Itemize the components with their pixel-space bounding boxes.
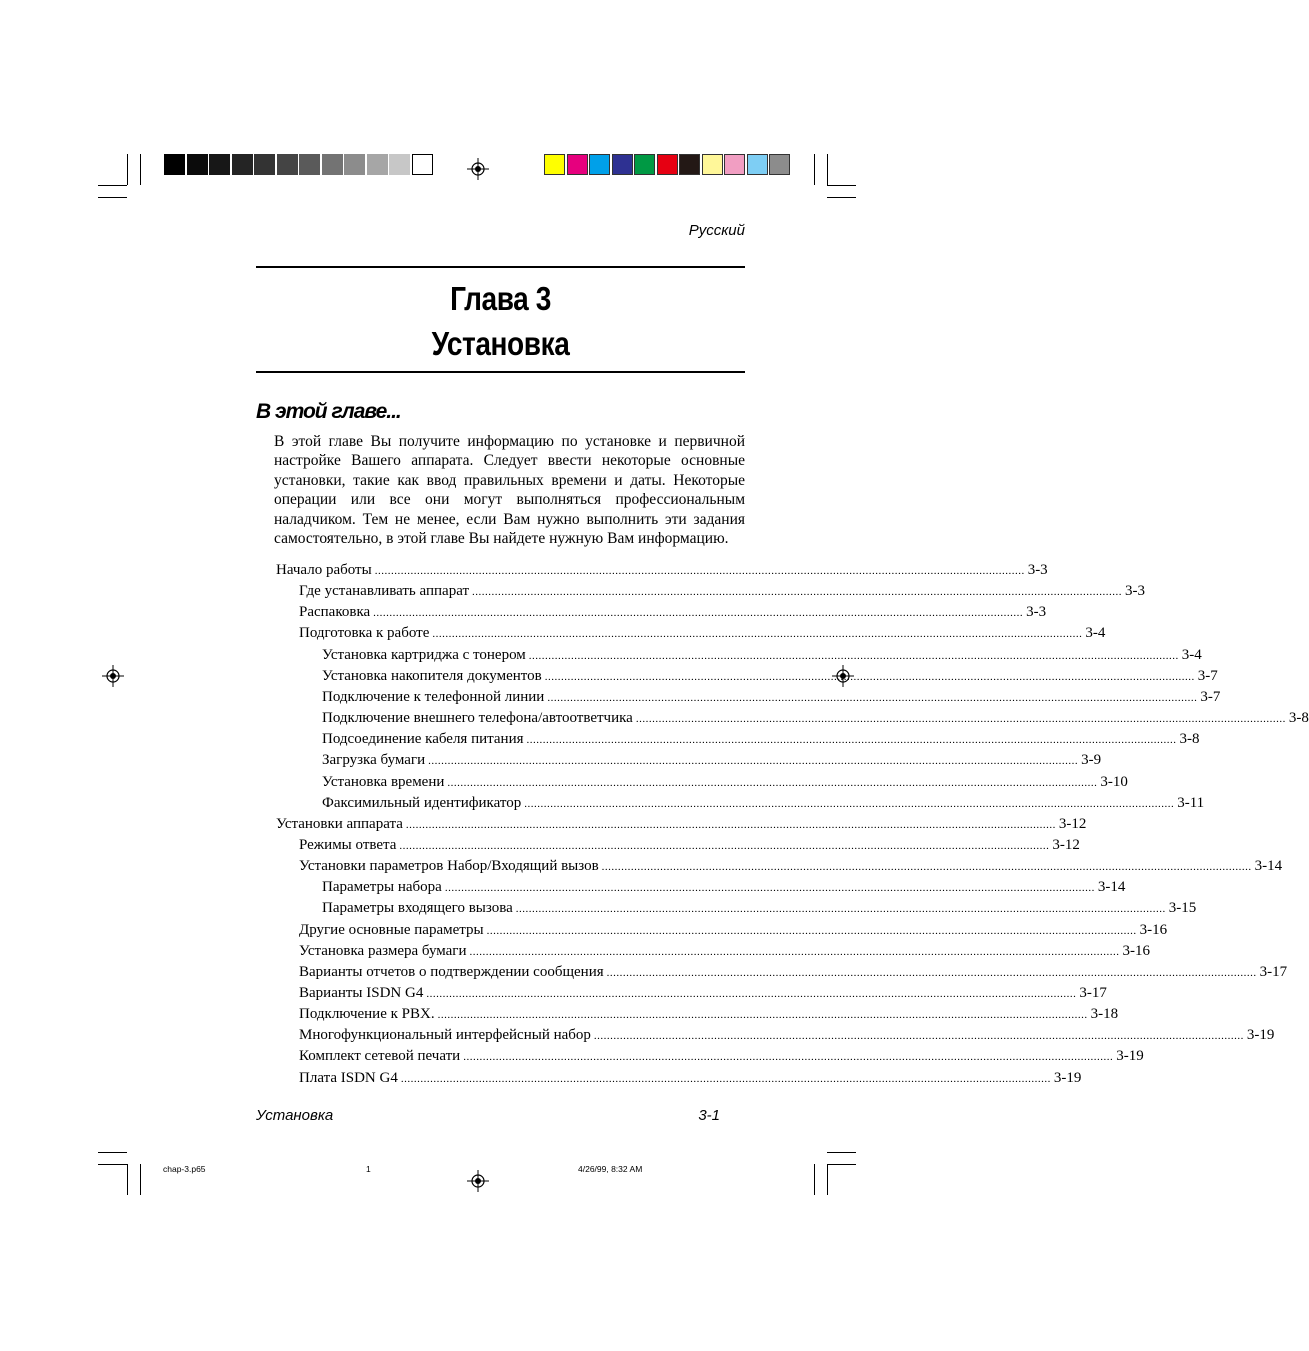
chapter-title: Установка <box>431 325 570 362</box>
toc-entry <box>299 625 1106 646</box>
toc-entry <box>322 667 1218 689</box>
toc-leader-dots: ........................................................................................................................................................................................................ <box>601 861 1252 874</box>
toc-entry <box>299 583 1146 604</box>
toc-entry-title: Подключение к телефонной линии <box>322 689 547 706</box>
toc-entry <box>322 731 1200 752</box>
intro-paragraph: В этой главе Вы получите информацию по установке и первичной настройке Вашего аппарата. Следует ввести некоторые основные установки, такие как ввод правильных времени и даты. Некоторые операции или все они могут выполняться профессиональным наладчиком. Тем не менее, если Вам нужно выполнить эти задания самостоятельно, в этой главе Вы найдете нужную Вам информацию. <box>274 433 745 548</box>
toc-entry-page: 3-9 <box>1081 752 1102 769</box>
color-swatch <box>544 154 565 175</box>
color-swatch <box>209 154 230 175</box>
toc-leader-dots: ........................................................................................................................................................................................................ <box>469 945 1120 958</box>
color-swatch <box>589 154 610 175</box>
toc-entry-page: 3-12 <box>1058 815 1087 832</box>
toc-entry <box>299 858 1283 879</box>
toc-entry-page: 3-16 <box>1122 942 1150 959</box>
color-swatch <box>657 154 678 175</box>
grayscale-color-bar <box>164 154 434 175</box>
slug-timestamp: 4/26/99, 8:32 AM <box>578 1164 643 1174</box>
toc-entry-page: 3-14 <box>1254 858 1283 875</box>
toc-leader-dots: ........................................................................................................................................................................................................ <box>526 734 1177 747</box>
toc-entry-title: Установка размера бумаги <box>299 943 469 960</box>
toc-entry-title: Плата ISDN G4 <box>299 1070 401 1087</box>
color-swatch <box>747 154 768 175</box>
crop-mark <box>98 197 127 198</box>
toc-leader-dots: ........................................................................................................................................................................................................ <box>524 797 1175 810</box>
toc-entry <box>299 985 1107 1006</box>
toc-leader-dots: ........................................................................................................................................................................................................ <box>472 586 1123 599</box>
toc-entry-page: 3-4 <box>1181 646 1202 663</box>
toc-entry-page: 3-7 <box>1200 688 1221 705</box>
color-swatch <box>567 154 588 175</box>
toc-leader-dots: ........................................................................................................................................................................................................ <box>635 713 1286 726</box>
toc-entry-title: Загрузка бумаги <box>322 752 428 769</box>
toc-entry-title: Подключение внешнего телефона/автоответчика <box>322 710 636 727</box>
toc-entry <box>322 900 1197 921</box>
crop-mark <box>827 197 856 198</box>
color-swatch <box>322 154 343 175</box>
toc-entry-page: 3-19 <box>1246 1027 1275 1044</box>
toc-entry-page: 3-19 <box>1053 1069 1082 1086</box>
toc-entry <box>299 604 1047 625</box>
toc-entry-page: 3-17 <box>1259 963 1288 980</box>
toc-entry-title: Параметры входящего вызова <box>322 900 516 917</box>
color-swatch <box>367 154 388 175</box>
toc-entry-page: 3-3 <box>1027 562 1048 578</box>
toc-entry <box>276 815 1087 837</box>
toc-leader-dots: ........................................................................................................................................................................................................ <box>463 1051 1114 1064</box>
crop-mark <box>140 1164 141 1195</box>
toc-entry-title: Многофункциональный интерфейсный набор <box>299 1027 594 1044</box>
toc-entry-title: Подключение к PBX. <box>299 1006 438 1023</box>
toc-entry-title: Подготовка к работе <box>299 625 432 642</box>
toc-entry <box>299 836 1080 858</box>
color-swatch <box>389 154 410 175</box>
slug-sheet-number: 1 <box>366 1164 371 1174</box>
color-swatch <box>412 154 433 175</box>
running-header-language: Русский <box>688 222 745 239</box>
crop-mark <box>827 1164 856 1165</box>
toc-entry-page: 3-14 <box>1097 879 1126 896</box>
toc-entry-page: 3-10 <box>1100 773 1128 790</box>
crop-mark <box>127 1164 128 1195</box>
toc-entry-page: 3-15 <box>1168 900 1197 917</box>
toc-entry-title: Параметры набора <box>322 879 445 896</box>
toc-entry-page: 3-17 <box>1079 985 1107 1001</box>
toc-entry <box>299 1027 1275 1048</box>
color-swatch <box>679 154 700 175</box>
toc-entry-title: Начало работы <box>276 562 375 579</box>
toc-leader-dots: ........................................................................................................................................................................................................ <box>486 924 1137 937</box>
toc-entry <box>322 773 1128 795</box>
toc-entry <box>299 963 1288 985</box>
toc-entry-title: Установки аппарата <box>276 816 406 833</box>
toc-entry-page: 3-11 <box>1177 794 1205 811</box>
toc-leader-dots: ........................................................................................................................................................................................................ <box>547 691 1198 704</box>
slug-file-name: chap-3.p65 <box>163 1164 206 1174</box>
color-swatch <box>634 154 655 175</box>
crop-mark <box>98 185 127 186</box>
toc-entry-title: Варианты отчетов о подтверждении сообщения <box>299 964 607 981</box>
color-swatch <box>232 154 253 175</box>
crop-mark <box>827 1152 856 1153</box>
toc-leader-dots: ........................................................................................................................................................................................................ <box>447 776 1098 789</box>
toc-entry <box>299 921 1168 943</box>
toc-entry <box>299 1048 1144 1069</box>
crop-mark <box>814 1164 815 1195</box>
color-swatch <box>769 154 790 175</box>
crop-mark <box>98 1152 127 1153</box>
crop-mark <box>827 1164 828 1195</box>
toc-entry-title: Подсоединение кабеля питания <box>322 731 527 748</box>
toc-leader-dots: ........................................................................................................................................................................................................ <box>400 1072 1051 1085</box>
toc-entry-title: Комплект сетевой печати <box>299 1048 463 1065</box>
section-heading: В этой главе... <box>256 400 401 423</box>
toc-entry-title: Установки параметров Набор/Входящий вызов <box>299 858 602 875</box>
toc-leader-dots: ........................................................................................................................................................................................................ <box>373 607 1024 620</box>
toc-entry-page: 3-16 <box>1139 921 1168 938</box>
toc-leader-dots: ........................................................................................................................................................................................................ <box>528 649 1179 662</box>
color-swatch <box>299 154 320 175</box>
toc-leader-dots: ........................................................................................................................................................................................................ <box>593 1030 1244 1043</box>
registration-mark-icon <box>467 1170 489 1192</box>
process-color-bar <box>544 154 792 175</box>
crop-mark <box>140 154 141 185</box>
toc-entry <box>299 1069 1082 1091</box>
top-rule <box>256 266 745 268</box>
toc-entry <box>299 942 1150 964</box>
toc-entry-title: Варианты ISDN G4 <box>299 985 426 1002</box>
toc-entry-page: 3-3 <box>1125 583 1146 600</box>
toc-entry-title: Факсимильный идентификатор <box>322 795 524 812</box>
toc-entry <box>322 752 1102 773</box>
bottom-rule <box>256 371 745 373</box>
color-swatch <box>164 154 185 175</box>
crop-mark <box>827 154 828 185</box>
crop-mark <box>827 185 856 186</box>
color-swatch <box>724 154 745 175</box>
color-swatch <box>344 154 365 175</box>
crop-mark <box>814 154 815 185</box>
toc-leader-dots: ........................................................................................................................................................................................................ <box>374 565 1025 577</box>
toc-entry-title: Установка времени <box>322 774 447 791</box>
toc-leader-dots: ........................................................................................................................................................................................................ <box>515 903 1166 916</box>
toc-entry-page: 3-8 <box>1288 710 1309 727</box>
color-swatch <box>702 154 723 175</box>
toc-leader-dots: ........................................................................................................................................................................................................ <box>428 755 1079 768</box>
toc-entry-page: 3-8 <box>1179 731 1200 748</box>
toc-entry <box>322 710 1309 731</box>
registration-mark-icon <box>467 158 489 180</box>
toc-entry-page: 3-7 <box>1197 667 1218 684</box>
crop-mark <box>98 1164 127 1165</box>
toc-entry-title: Установка картриджа с тонером <box>322 647 529 664</box>
registration-mark-icon <box>102 665 124 687</box>
toc-entry <box>322 879 1126 900</box>
toc-leader-dots: ........................................................................................................................................................................................................ <box>432 628 1083 641</box>
toc-leader-dots: ........................................................................................................................................................................................................ <box>444 882 1095 895</box>
toc-entry <box>299 1006 1119 1027</box>
toc-entry <box>276 562 1048 583</box>
toc-entry-page: 3-19 <box>1116 1048 1144 1065</box>
toc-entry <box>322 794 1205 816</box>
toc-leader-dots: ........................................................................................................................................................................................................ <box>437 1009 1088 1022</box>
chapter-number: Глава 3 <box>450 280 551 317</box>
color-swatch <box>187 154 208 175</box>
toc-entry-page: 3-4 <box>1085 625 1106 642</box>
color-swatch <box>277 154 298 175</box>
toc-entry-title: Распаковка <box>299 604 373 621</box>
toc-entry-page: 3-18 <box>1090 1006 1119 1023</box>
toc-leader-dots: ........................................................................................................................................................................................................ <box>606 966 1257 979</box>
toc-entry <box>322 646 1202 668</box>
toc-entry-page: 3-3 <box>1026 604 1047 621</box>
color-swatch <box>612 154 633 175</box>
color-swatch <box>254 154 275 175</box>
toc-entry-title: Режимы ответа <box>299 837 399 854</box>
footer-title: Установка <box>256 1107 334 1124</box>
toc-entry-title: Где устанавливать аппарат <box>299 583 472 600</box>
toc-leader-dots: ........................................................................................................................................................................................................ <box>544 670 1195 683</box>
toc-entry-page: 3-12 <box>1052 836 1080 853</box>
footer-page-number: 3-1 <box>698 1107 720 1124</box>
toc-leader-dots: ........................................................................................................................................................................................................ <box>405 818 1056 831</box>
toc-entry-title: Установка накопителя документов <box>322 668 545 685</box>
crop-mark <box>127 154 128 185</box>
toc-entry-title: Другие основные параметры <box>299 922 487 939</box>
toc-entry <box>322 688 1221 710</box>
toc-leader-dots: ........................................................................................................................................................................................................ <box>426 988 1077 1000</box>
toc-leader-dots: ........................................................................................................................................................................................................ <box>399 839 1050 852</box>
